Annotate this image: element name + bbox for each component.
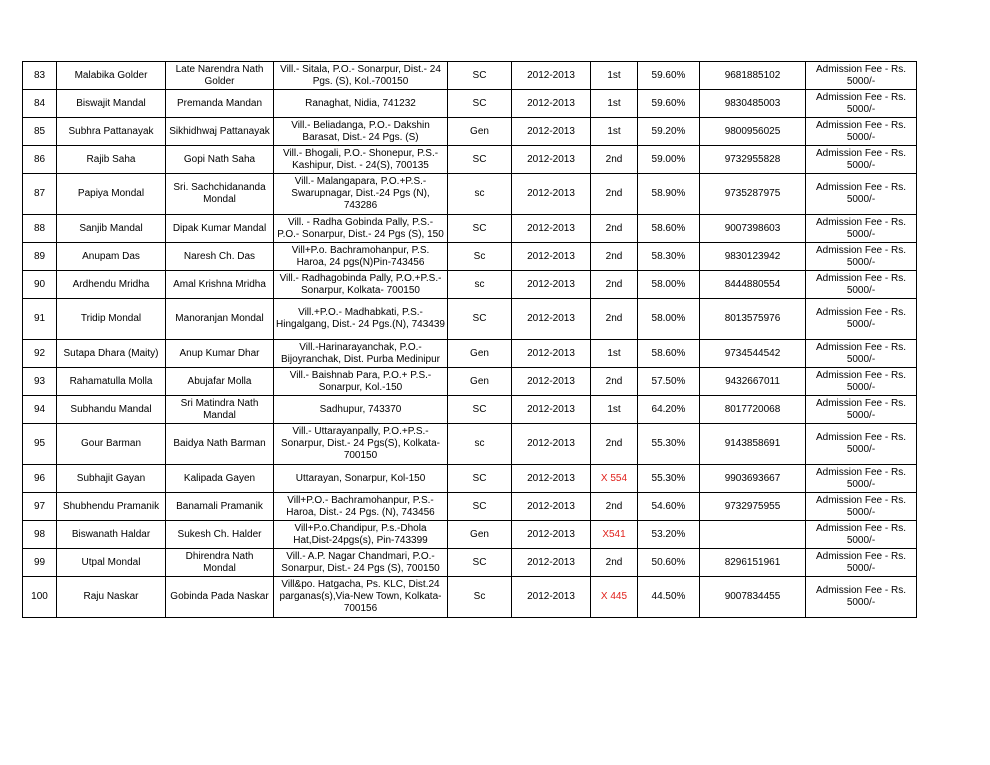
table-row: [23, 577, 917, 618]
guardian-name-cell: Dhirendra Nath Mondal: [166, 549, 274, 577]
serial-cell: 93: [23, 368, 57, 396]
percentage-cell: 54.60%: [638, 493, 700, 521]
phone-cell: [700, 521, 806, 549]
division-cell: 2nd: [591, 271, 638, 299]
session-cell: 2012-2013: [512, 424, 591, 465]
student-name-cell: Biswanath Haldar: [57, 521, 166, 549]
serial-cell: 97: [23, 493, 57, 521]
percentage-cell: 58.00%: [638, 299, 700, 340]
division-cell: 1st: [591, 90, 638, 118]
category-cell: SC: [448, 549, 512, 577]
student-name-cell: Raju Naskar: [57, 577, 166, 618]
percentage-cell: 50.60%: [638, 549, 700, 577]
phone-cell: 9732955828: [700, 146, 806, 174]
division-cell: 2nd: [591, 174, 638, 215]
table-row: [23, 243, 917, 271]
percentage-cell: 53.20%: [638, 521, 700, 549]
phone-cell: 9903693667: [700, 465, 806, 493]
session-cell: 2012-2013: [512, 396, 591, 424]
table-row: [23, 174, 917, 215]
session-cell: 2012-2013: [512, 493, 591, 521]
remarks-cell: Admission Fee - Rs. 5000/-: [806, 368, 917, 396]
table-row: [23, 62, 917, 90]
table-row: [23, 465, 917, 493]
remarks-cell: Admission Fee - Rs. 5000/-: [806, 299, 917, 340]
session-cell: 2012-2013: [512, 340, 591, 368]
table-row: [23, 340, 917, 368]
session-cell: 2012-2013: [512, 146, 591, 174]
address-cell: Vill+P.o. Bachramohanpur, P.S. Haroa, 24 pgs(N)Pin-743456: [274, 243, 448, 271]
remarks-cell: Admission Fee - Rs. 5000/-: [806, 146, 917, 174]
remarks-cell: Admission Fee - Rs. 5000/-: [806, 118, 917, 146]
session-cell: 2012-2013: [512, 368, 591, 396]
percentage-cell: 55.30%: [638, 424, 700, 465]
category-cell: Gen: [448, 521, 512, 549]
table-row: [23, 396, 917, 424]
student-name-cell: Sanjib Mandal: [57, 215, 166, 243]
table-row: [23, 493, 917, 521]
remarks-cell: Admission Fee - Rs. 5000/-: [806, 465, 917, 493]
guardian-name-cell: Kalipada Gayen: [166, 465, 274, 493]
serial-cell: 96: [23, 465, 57, 493]
guardian-name-cell: Sikhidhwaj Pattanayak: [166, 118, 274, 146]
remarks-cell: Admission Fee - Rs. 5000/-: [806, 271, 917, 299]
category-cell: sc: [448, 174, 512, 215]
division-cell: 2nd: [591, 299, 638, 340]
category-cell: SC: [448, 90, 512, 118]
table-body: [23, 62, 917, 618]
admission-table: [22, 61, 917, 618]
category-cell: Gen: [448, 340, 512, 368]
category-cell: SC: [448, 146, 512, 174]
percentage-cell: 58.90%: [638, 174, 700, 215]
table-row: [23, 299, 917, 340]
session-cell: 2012-2013: [512, 521, 591, 549]
phone-cell: 8444880554: [700, 271, 806, 299]
percentage-cell: 59.60%: [638, 62, 700, 90]
address-cell: Vill.-Harinarayanchak, P.O.- Bijoyranchak, Dist. Purba Medinipur: [274, 340, 448, 368]
address-cell: Vill.- Radhagobinda Pally, P.O.+P.S.- Sonarpur, Kolkata- 700150: [274, 271, 448, 299]
table-row: [23, 271, 917, 299]
division-cell: 1st: [591, 396, 638, 424]
table-row: [23, 118, 917, 146]
address-cell: Sadhupur, 743370: [274, 396, 448, 424]
address-cell: Vill.- Bhogali, P.O.- Shonepur, P.S.- Kashipur, Dist. - 24(S), 700135: [274, 146, 448, 174]
session-cell: 2012-2013: [512, 118, 591, 146]
percentage-cell: 59.20%: [638, 118, 700, 146]
remarks-cell: Admission Fee - Rs. 5000/-: [806, 340, 917, 368]
serial-cell: 91: [23, 299, 57, 340]
remarks-cell: Admission Fee - Rs. 5000/-: [806, 174, 917, 215]
guardian-name-cell: Sri. Sachchidananda Mondal: [166, 174, 274, 215]
percentage-cell: 55.30%: [638, 465, 700, 493]
address-cell: Vill.+P.O.- Madhabkati, P.S.- Hingalgang, Dist.- 24 Pgs.(N), 743439: [274, 299, 448, 340]
division-cell: 2nd: [591, 493, 638, 521]
session-cell: 2012-2013: [512, 299, 591, 340]
division-cell: X 445: [591, 577, 638, 618]
guardian-name-cell: Manoranjan Mondal: [166, 299, 274, 340]
percentage-cell: 58.60%: [638, 340, 700, 368]
guardian-name-cell: Late Narendra Nath Golder: [166, 62, 274, 90]
remarks-cell: Admission Fee - Rs. 5000/-: [806, 424, 917, 465]
guardian-name-cell: Sri Matindra Nath Mandal: [166, 396, 274, 424]
serial-cell: 85: [23, 118, 57, 146]
percentage-cell: 58.00%: [638, 271, 700, 299]
serial-cell: 92: [23, 340, 57, 368]
session-cell: 2012-2013: [512, 243, 591, 271]
serial-cell: 83: [23, 62, 57, 90]
percentage-cell: 59.00%: [638, 146, 700, 174]
address-cell: Uttarayan, Sonarpur, Kol-150: [274, 465, 448, 493]
student-name-cell: Tridip Mondal: [57, 299, 166, 340]
category-cell: SC: [448, 215, 512, 243]
address-cell: Vill+P.o.Chandipur, P.s.-Dhola Hat,Dist-24pgs(s), Pin-743399: [274, 521, 448, 549]
phone-cell: 9800956025: [700, 118, 806, 146]
serial-cell: 98: [23, 521, 57, 549]
address-cell: Vill.- Malangapara, P.O.+P.S.- Swarupnagar, Dist.-24 Pgs (N), 743286: [274, 174, 448, 215]
phone-cell: 9735287975: [700, 174, 806, 215]
student-name-cell: Papiya Mondal: [57, 174, 166, 215]
address-cell: Ranaghat, Nidia, 741232: [274, 90, 448, 118]
student-name-cell: Gour Barman: [57, 424, 166, 465]
guardian-name-cell: Amal Krishna Mridha: [166, 271, 274, 299]
session-cell: 2012-2013: [512, 577, 591, 618]
serial-cell: 94: [23, 396, 57, 424]
student-name-cell: Subhandu Mandal: [57, 396, 166, 424]
division-cell: X 554: [591, 465, 638, 493]
serial-cell: 86: [23, 146, 57, 174]
phone-cell: 9007834455: [700, 577, 806, 618]
serial-cell: 99: [23, 549, 57, 577]
session-cell: 2012-2013: [512, 62, 591, 90]
percentage-cell: 64.20%: [638, 396, 700, 424]
guardian-name-cell: Banamali Pramanik: [166, 493, 274, 521]
student-name-cell: Subhajit Gayan: [57, 465, 166, 493]
guardian-name-cell: Sukesh Ch. Halder: [166, 521, 274, 549]
serial-cell: 89: [23, 243, 57, 271]
category-cell: SC: [448, 493, 512, 521]
address-cell: Vill.- Baishnab Para, P.O.+ P.S.- Sonarpur, Kol.-150: [274, 368, 448, 396]
address-cell: Vill.- A.P. Nagar Chandmari, P.O.- Sonarpur, Dist.- 24 Pgs (S), 700150: [274, 549, 448, 577]
serial-cell: 87: [23, 174, 57, 215]
table-row: [23, 90, 917, 118]
table-row: [23, 549, 917, 577]
category-cell: Gen: [448, 118, 512, 146]
division-cell: 1st: [591, 62, 638, 90]
guardian-name-cell: Gopi Nath Saha: [166, 146, 274, 174]
session-cell: 2012-2013: [512, 90, 591, 118]
guardian-name-cell: Anup Kumar Dhar: [166, 340, 274, 368]
student-name-cell: Rajib Saha: [57, 146, 166, 174]
guardian-name-cell: Baidya Nath Barman: [166, 424, 274, 465]
remarks-cell: Admission Fee - Rs. 5000/-: [806, 549, 917, 577]
category-cell: sc: [448, 271, 512, 299]
serial-cell: 88: [23, 215, 57, 243]
phone-cell: 9143858691: [700, 424, 806, 465]
table-row: [23, 424, 917, 465]
category-cell: Gen: [448, 368, 512, 396]
student-name-cell: Ardhendu Mridha: [57, 271, 166, 299]
serial-cell: 100: [23, 577, 57, 618]
student-name-cell: Utpal Mondal: [57, 549, 166, 577]
division-cell: X541: [591, 521, 638, 549]
guardian-name-cell: Gobinda Pada Naskar: [166, 577, 274, 618]
phone-cell: 9830123942: [700, 243, 806, 271]
division-cell: 2nd: [591, 368, 638, 396]
student-name-cell: Shubhendu Pramanik: [57, 493, 166, 521]
session-cell: 2012-2013: [512, 549, 591, 577]
percentage-cell: 58.30%: [638, 243, 700, 271]
division-cell: 2nd: [591, 424, 638, 465]
student-name-cell: Sutapa Dhara (Maity): [57, 340, 166, 368]
phone-cell: 8296151961: [700, 549, 806, 577]
phone-cell: 8013575976: [700, 299, 806, 340]
serial-cell: 90: [23, 271, 57, 299]
phone-cell: 9681885102: [700, 62, 806, 90]
address-cell: Vill.- Sitala, P.O.- Sonarpur, Dist.- 24 Pgs. (S), Kol.-700150: [274, 62, 448, 90]
division-cell: 1st: [591, 118, 638, 146]
percentage-cell: 44.50%: [638, 577, 700, 618]
remarks-cell: Admission Fee - Rs. 5000/-: [806, 215, 917, 243]
session-cell: 2012-2013: [512, 271, 591, 299]
table-row: [23, 146, 917, 174]
category-cell: SC: [448, 396, 512, 424]
division-cell: 2nd: [591, 215, 638, 243]
serial-cell: 84: [23, 90, 57, 118]
student-name-cell: Biswajit Mandal: [57, 90, 166, 118]
category-cell: sc: [448, 424, 512, 465]
category-cell: Sc: [448, 243, 512, 271]
session-cell: 2012-2013: [512, 465, 591, 493]
guardian-name-cell: Naresh Ch. Das: [166, 243, 274, 271]
division-cell: 2nd: [591, 549, 638, 577]
phone-cell: 9432667011: [700, 368, 806, 396]
percentage-cell: 58.60%: [638, 215, 700, 243]
phone-cell: 9830485003: [700, 90, 806, 118]
phone-cell: 9734544542: [700, 340, 806, 368]
division-cell: 2nd: [591, 243, 638, 271]
address-cell: Vill. - Radha Gobinda Pally, P.S.- P.O.- Sonarpur, Dist.- 24 Pgs (S), 150: [274, 215, 448, 243]
guardian-name-cell: Dipak Kumar Mandal: [166, 215, 274, 243]
address-cell: Vill&po. Hatgacha, Ps. KLC, Dist.24 parganas(s),Via-New Town, Kolkata-700156: [274, 577, 448, 618]
address-cell: Vill.- Uttarayanpally, P.O.+P.S.- Sonarpur, Dist.- 24 Pgs(S), Kolkata- 700150: [274, 424, 448, 465]
category-cell: SC: [448, 62, 512, 90]
remarks-cell: Admission Fee - Rs. 5000/-: [806, 90, 917, 118]
session-cell: 2012-2013: [512, 215, 591, 243]
student-name-cell: Subhra Pattanayak: [57, 118, 166, 146]
division-cell: 2nd: [591, 146, 638, 174]
remarks-cell: Admission Fee - Rs. 5000/-: [806, 396, 917, 424]
student-name-cell: Anupam Das: [57, 243, 166, 271]
serial-cell: 95: [23, 424, 57, 465]
student-name-cell: Rahamatulla Molla: [57, 368, 166, 396]
phone-cell: 9007398603: [700, 215, 806, 243]
division-cell: 1st: [591, 340, 638, 368]
category-cell: Sc: [448, 577, 512, 618]
address-cell: Vill.- Beliadanga, P.O.- Dakshin Barasat, Dist.- 24 Pgs. (S): [274, 118, 448, 146]
guardian-name-cell: Abujafar Molla: [166, 368, 274, 396]
remarks-cell: Admission Fee - Rs. 5000/-: [806, 521, 917, 549]
student-name-cell: Malabika Golder: [57, 62, 166, 90]
category-cell: SC: [448, 299, 512, 340]
remarks-cell: Admission Fee - Rs. 5000/-: [806, 62, 917, 90]
percentage-cell: 57.50%: [638, 368, 700, 396]
table-row: [23, 368, 917, 396]
category-cell: SC: [448, 465, 512, 493]
address-cell: Vill+P.O.- Bachramohanpur, P.S.- Haroa, Dist.- 24 Pgs. (N), 743456: [274, 493, 448, 521]
remarks-cell: Admission Fee - Rs. 5000/-: [806, 243, 917, 271]
remarks-cell: Admission Fee - Rs. 5000/-: [806, 493, 917, 521]
session-cell: 2012-2013: [512, 174, 591, 215]
phone-cell: 9732975955: [700, 493, 806, 521]
phone-cell: 8017720068: [700, 396, 806, 424]
percentage-cell: 59.60%: [638, 90, 700, 118]
guardian-name-cell: Premanda Mandan: [166, 90, 274, 118]
remarks-cell: Admission Fee - Rs. 5000/-: [806, 577, 917, 618]
table-row: [23, 521, 917, 549]
table-row: [23, 215, 917, 243]
